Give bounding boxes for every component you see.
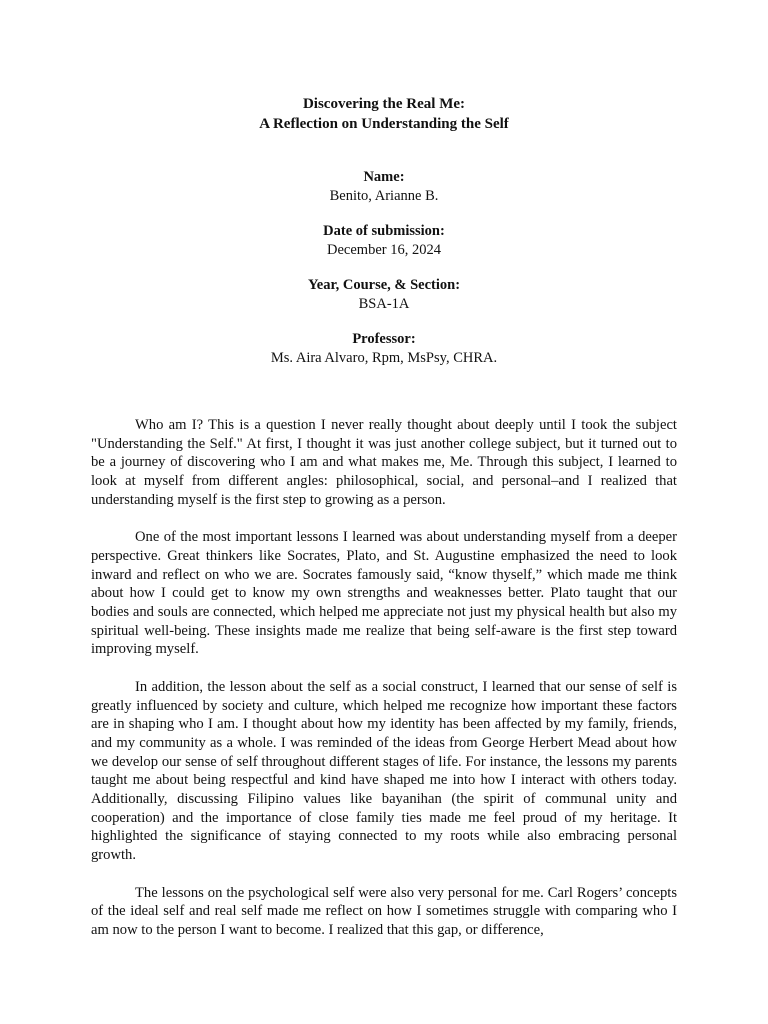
meta-section [0,276,768,314]
meta-date [0,222,768,260]
document-title [0,94,768,134]
meta-section-label: Year, Course, & Section: [307,277,461,293]
paragraph-2: One of the most important lessons I learned was about understanding myself from a deeper perspective. Great thinkers like Socrates, Plato, and St. Augustine emphasized the need to look inward and reflect on who we are. Socrates famously said, “know thyself,” which made me think about how I could get to know my own strengths and weaknesses better. Plato taught that our bodies and souls are connected, which helped me appreciate not just my physical health but also my spiritual well-being. These insights made me realize that being self-aware is the first step toward improving myself. [91,529,677,658]
essay-body [91,416,677,958]
meta-professor-label: Professor: [352,331,416,347]
meta-professor [0,330,768,368]
meta-professor-value: Ms. Aira Alvaro, Rpm, MsPsy, CHRA. [270,350,498,366]
title-line-1: Discovering the Real Me: [302,96,466,112]
meta-name [0,168,768,206]
meta-name-label: Name: [363,169,405,185]
meta-date-value: December 16, 2024 [327,242,441,258]
title-line-2: A Reflection on Understanding the Self [259,116,509,132]
meta-date-label: Date of submission: [323,223,445,239]
paragraph-1: Who am I? This is a question I never really thought about deeply until I took the subject "Understanding the Self." At first, I thought it was just another college subject, but it turned out to be a journey of discovering who I am and what makes me, Me. Through this subject, I learned to look at myself from different angles: philosophical, social, and personal–and I realized that understanding myself is the first step to growing as a person. [91,417,677,508]
paragraph-4: The lessons on the psychological self were also very personal for me. Carl Rogers’ concepts of the ideal self and real self made me reflect on how I sometimes struggle with comparing who I am now to the person I want to become. I realized that this gap, or difference, [91,884,677,938]
paragraph-3: In addition, the lesson about the self as a social construct, I learned that our sense of self is greatly influenced by society and culture, which helped me recognize how important these factors are in shaping who I am. I thought about how my identity has been affected by my family, friends, and my community as a whole. I was reminded of the ideas from George Herbert Mead about how we develop our sense of self throughout different stages of life. For instance, the lessons my parents taught me about being respectful and kind have shaped me into how I interact with others today. Additionally, discussing Filipino values like bayanihan (the spirit of communal unity and cooperation) and the importance of close family ties made me feel proud of my heritage. It highlighted the significance of staying connected to my roots while also embracing personal growth. [91,678,677,864]
meta-section-value: BSA-1A [358,296,410,312]
meta-name-value: Benito, Arianne B. [329,188,439,204]
